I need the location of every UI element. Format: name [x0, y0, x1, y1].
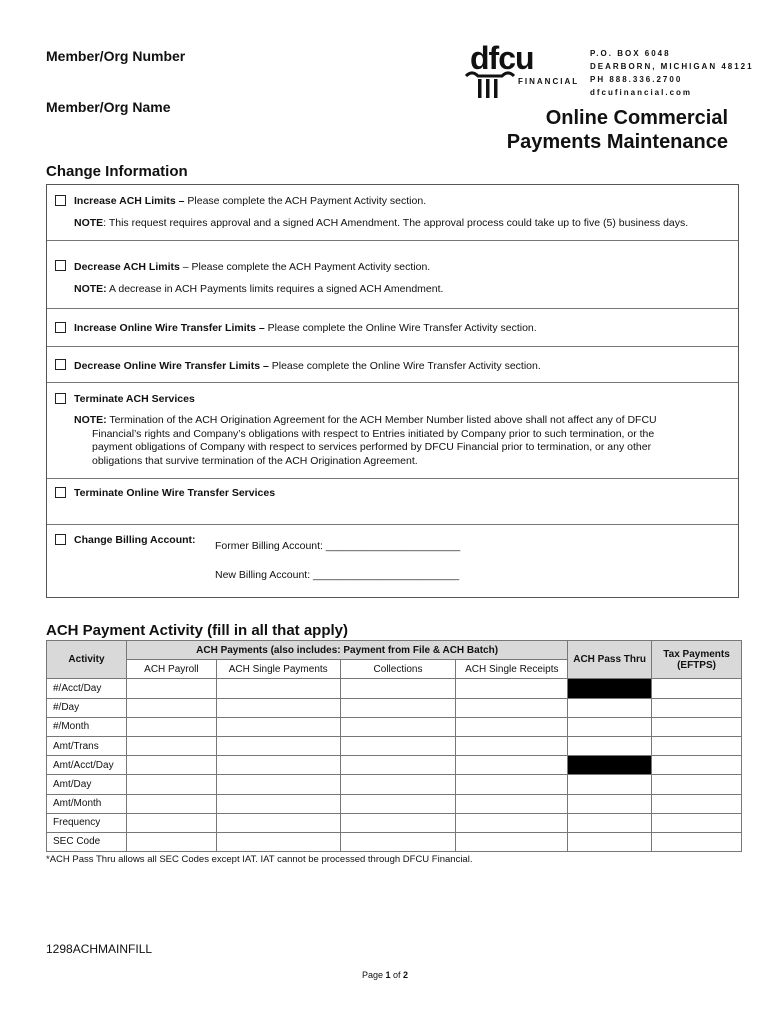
- ach-payments-group-header: ACH Payments (also includes: Payment from File & ACH Batch): [126, 641, 567, 660]
- ach-footnote: *ACH Pass Thru allows all SEC Codes except IAT. IAT cannot be processed through DFCU Financial.: [46, 854, 473, 865]
- activity-input-cell[interactable]: [652, 794, 742, 813]
- activity-row-label: #/Acct/Day: [47, 679, 127, 698]
- activity-input-cell[interactable]: [568, 736, 652, 755]
- decrease-ach-checkbox[interactable]: [55, 260, 66, 271]
- activity-input-cell[interactable]: [126, 756, 216, 775]
- table-row: [47, 832, 742, 851]
- decrease-ach-label: Decrease ACH Limits: [74, 261, 180, 273]
- table-header-row: [47, 641, 742, 660]
- ach-pass-thru-header: ACH Pass Thru: [568, 641, 652, 679]
- activity-input-cell[interactable]: [216, 698, 340, 717]
- disabled-cell: [568, 756, 652, 775]
- dfcu-logo: [464, 40, 580, 100]
- activity-input-cell[interactable]: [652, 813, 742, 832]
- terminate-ach-note: [74, 414, 704, 468]
- activity-input-cell[interactable]: [652, 698, 742, 717]
- decrease-wire-row: [47, 347, 738, 383]
- activity-input-cell[interactable]: [216, 679, 340, 698]
- activity-input-cell[interactable]: [216, 756, 340, 775]
- member-name-label: Member/Org Name: [46, 99, 171, 115]
- former-billing-account-field[interactable]: Former Billing Account: _______________________: [215, 540, 461, 552]
- increase-ach-text: [74, 195, 426, 207]
- decrease-wire-label: Decrease Online Wire Transfer Limits –: [74, 360, 269, 372]
- table-row: [47, 698, 742, 717]
- activity-input-cell[interactable]: [456, 794, 568, 813]
- activity-input-cell[interactable]: [126, 832, 216, 851]
- note-line: Financial’s rights and Company’s obligations with respect to Entries initiated by Company prior to such termination, or the: [92, 427, 655, 440]
- form-title: [507, 106, 728, 154]
- activity-input-cell[interactable]: [652, 756, 742, 775]
- page-prefix: Page: [361, 970, 386, 980]
- tax-payments-header: Tax Payments (EFTPS): [652, 641, 742, 679]
- activity-input-cell[interactable]: [216, 775, 340, 794]
- activity-input-cell[interactable]: [340, 698, 456, 717]
- activity-input-cell[interactable]: [568, 832, 652, 851]
- activity-input-cell[interactable]: [340, 832, 456, 851]
- table-row: [47, 775, 742, 794]
- activity-column-header: Activity: [47, 641, 127, 679]
- change-billing-row: [47, 525, 738, 598]
- activity-input-cell[interactable]: [568, 717, 652, 736]
- pillars-icon: [464, 70, 516, 100]
- table-row: [47, 717, 742, 736]
- decrease-wire-text: [74, 360, 541, 372]
- increase-ach-instruction: Please complete the ACH Payment Activity section.: [184, 195, 427, 207]
- activity-row-label: #/Day: [47, 698, 127, 717]
- decrease-wire-checkbox[interactable]: [55, 359, 66, 370]
- note-text: : This request requires approval and a signed ACH Amendment. The approval process could take up to five (5) business days.: [103, 217, 689, 229]
- ach-activity-body: [47, 679, 742, 852]
- table-row: [47, 736, 742, 755]
- activity-input-cell[interactable]: [126, 775, 216, 794]
- terminate-ach-checkbox[interactable]: [55, 393, 66, 404]
- increase-wire-instruction: Please complete the Online Wire Transfer Activity section.: [264, 322, 537, 334]
- activity-input-cell[interactable]: [456, 736, 568, 755]
- activity-input-cell[interactable]: [340, 717, 456, 736]
- activity-row-label: Amt/Acct/Day: [47, 756, 127, 775]
- collections-header: Collections: [340, 660, 456, 679]
- page-total: 2: [403, 970, 409, 980]
- terminate-ach-row: [47, 383, 738, 479]
- new-billing-account-field[interactable]: New Billing Account: _________________________: [215, 569, 460, 581]
- increase-wire-label: Increase Online Wire Transfer Limits –: [74, 322, 265, 334]
- terminate-wire-label: Terminate Online Wire Transfer Services: [74, 487, 276, 499]
- activity-input-cell[interactable]: [568, 775, 652, 794]
- form-code: 1298ACHMAINFILL: [46, 942, 153, 956]
- activity-input-cell[interactable]: [652, 736, 742, 755]
- website-line: dfcufinancial.com: [590, 88, 693, 97]
- address-line: P.O. BOX 6048: [590, 49, 671, 58]
- note-line: payment obligations of Company with respect to services performed by DFCU Financial prior to termination, or any other: [92, 441, 652, 453]
- activity-input-cell[interactable]: [456, 775, 568, 794]
- activity-input-cell[interactable]: [652, 832, 742, 851]
- activity-input-cell[interactable]: [340, 794, 456, 813]
- activity-input-cell[interactable]: [456, 756, 568, 775]
- activity-input-cell[interactable]: [340, 679, 456, 698]
- activity-input-cell[interactable]: [126, 794, 216, 813]
- decrease-ach-instruction: – Please complete the ACH Payment Activity section.: [179, 261, 431, 273]
- form-title-line: Payments Maintenance: [506, 131, 728, 153]
- increase-ach-row: [47, 185, 738, 241]
- activity-row-label: Frequency: [47, 813, 127, 832]
- logo-wordmark: dfcu: [470, 40, 534, 76]
- activity-input-cell[interactable]: [340, 775, 456, 794]
- table-row: [47, 756, 742, 775]
- form-title-line: Online Commercial: [545, 107, 728, 129]
- change-information-box: [46, 184, 739, 598]
- activity-input-cell[interactable]: [126, 736, 216, 755]
- address-line: DEARBORN, MICHIGAN 48121: [590, 62, 754, 71]
- activity-input-cell[interactable]: [340, 756, 456, 775]
- activity-input-cell[interactable]: [216, 832, 340, 851]
- terminate-wire-checkbox[interactable]: [55, 487, 66, 498]
- activity-input-cell[interactable]: [126, 698, 216, 717]
- increase-ach-note: [74, 217, 688, 229]
- increase-ach-checkbox[interactable]: [55, 195, 66, 206]
- page-current: 1: [385, 970, 391, 980]
- activity-row-label: #/Month: [47, 717, 127, 736]
- note-label: NOTE:: [74, 414, 107, 426]
- increase-ach-label: Increase ACH Limits –: [74, 195, 185, 207]
- address-block: [590, 47, 754, 99]
- member-number-label: Member/Org Number: [46, 48, 186, 64]
- activity-input-cell[interactable]: [216, 736, 340, 755]
- disabled-cell: [568, 679, 652, 698]
- table-row: [47, 679, 742, 698]
- phone-line: PH 888.336.2700: [590, 75, 683, 84]
- increase-wire-checkbox[interactable]: [55, 322, 66, 333]
- table-row: [47, 794, 742, 813]
- activity-input-cell[interactable]: [568, 813, 652, 832]
- activity-input-cell[interactable]: [652, 717, 742, 736]
- decrease-wire-instruction: Please complete the Online Wire Transfer Activity section.: [268, 360, 541, 372]
- ach-activity-heading: ACH Payment Activity (fill in all that apply): [46, 622, 348, 639]
- activity-row-label: Amt/Month: [47, 794, 127, 813]
- activity-input-cell[interactable]: [456, 698, 568, 717]
- page-of: of: [390, 970, 404, 980]
- page-number: [0, 970, 770, 980]
- terminate-ach-label: Terminate ACH Services: [74, 393, 195, 405]
- table-row: [47, 813, 742, 832]
- activity-input-cell[interactable]: [568, 794, 652, 813]
- activity-row-label: Amt/Day: [47, 775, 127, 794]
- increase-wire-row: [47, 309, 738, 347]
- activity-input-cell[interactable]: [456, 679, 568, 698]
- change-information-heading: Change Information: [46, 163, 188, 180]
- decrease-ach-note: [74, 283, 443, 295]
- note-line: [74, 414, 704, 428]
- ach-single-receipts-header: ACH Single Receipts: [456, 660, 568, 679]
- change-billing-checkbox[interactable]: [55, 534, 66, 545]
- note-label: NOTE:: [74, 283, 107, 295]
- logo-subtitle: FINANCIAL: [518, 77, 580, 86]
- activity-row-label: Amt/Trans: [47, 736, 127, 755]
- note-text: Termination of the ACH Origination Agreement for the ACH Member Number listed above shall not affect any of DFCU: [106, 414, 657, 426]
- note-text: A decrease in ACH Payments limits requires a signed ACH Amendment.: [106, 283, 444, 295]
- note-line: obligations that survive termination of the ACH Origination Agreement.: [92, 454, 418, 467]
- ach-single-payments-header: ACH Single Payments: [216, 660, 340, 679]
- terminate-wire-row: [47, 479, 738, 525]
- decrease-ach-row: [47, 241, 738, 309]
- activity-input-cell[interactable]: [456, 813, 568, 832]
- activity-input-cell[interactable]: [652, 775, 742, 794]
- note-label: NOTE: [74, 217, 104, 229]
- increase-wire-text: [74, 322, 537, 334]
- ach-activity-table: [46, 640, 742, 852]
- activity-input-cell[interactable]: [126, 813, 216, 832]
- activity-input-cell[interactable]: [456, 717, 568, 736]
- activity-row-label: SEC Code: [47, 832, 127, 851]
- ach-payroll-header: ACH Payroll: [126, 660, 216, 679]
- decrease-ach-text: [74, 261, 430, 273]
- activity-input-cell[interactable]: [568, 698, 652, 717]
- change-billing-label: Change Billing Account:: [74, 534, 196, 546]
- activity-input-cell[interactable]: [456, 832, 568, 851]
- activity-input-cell[interactable]: [126, 679, 216, 698]
- activity-input-cell[interactable]: [340, 813, 456, 832]
- activity-input-cell[interactable]: [216, 717, 340, 736]
- activity-input-cell[interactable]: [340, 736, 456, 755]
- activity-input-cell[interactable]: [652, 679, 742, 698]
- activity-input-cell[interactable]: [126, 717, 216, 736]
- activity-input-cell[interactable]: [216, 794, 340, 813]
- activity-input-cell[interactable]: [216, 813, 340, 832]
